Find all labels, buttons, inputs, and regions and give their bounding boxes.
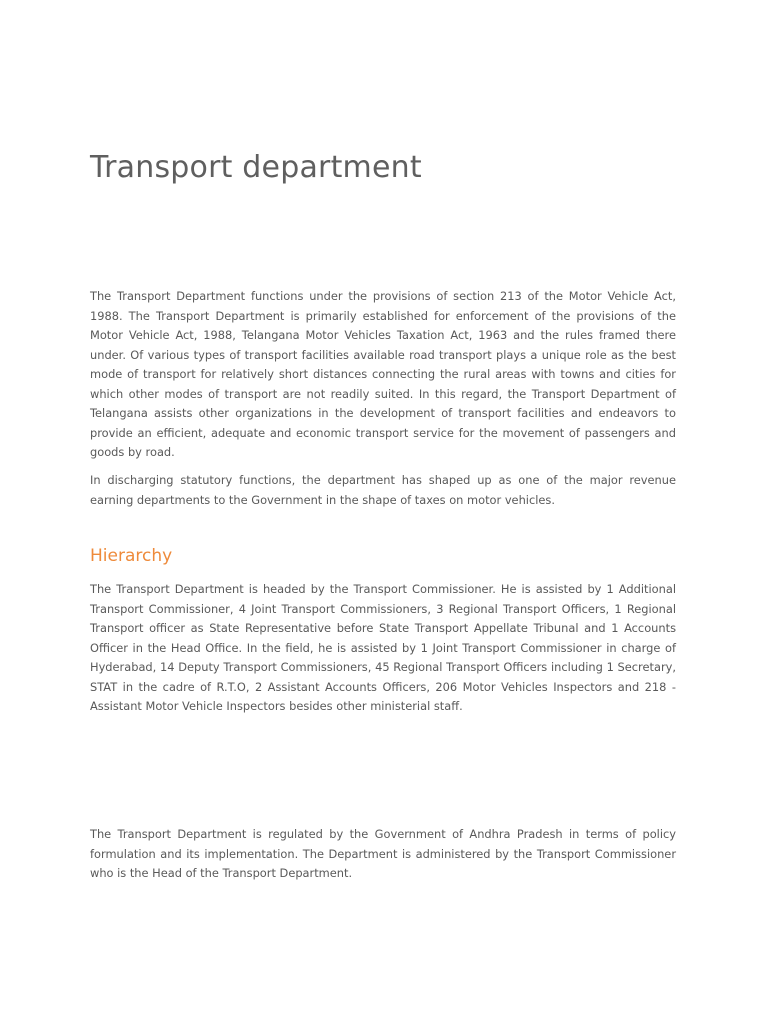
regulation-paragraph: The Transport Department is regulated by the Government of Andhra Pradesh in terms of policy formulation and its implementation. The Department is administered by the Transport Commissioner who is the Head of the Transport Department.: [90, 827, 676, 880]
hierarchy-heading: Hierarchy: [90, 546, 173, 566]
intro-paragraph-2: In discharging statutory functions, the department has shaped up as one of the major revenue earning departments to the Government in the shape of taxes on motor vehicles.: [90, 473, 676, 507]
intro-paragraph-1: The Transport Department functions under the provisions of section 213 of the Motor Vehicle Act, 1988. The Transport Department is primarily established for enforcement of the provisions of the Motor Vehicle Act, 1988, Telangana Motor Vehicles Taxation Act, 1963 and the rules framed there under. Of various types of transport facilities available road transport plays a unique role as the best mode of transport for relatively short distances connecting the rural areas with towns and cities for which other modes of transport are not readily suited. In this regard, the Transport Department of Telangana assists other organizations in the development of transport facilities and endeavors to provide an efficient, adequate and economic transport service for the movement of passengers and goods by road.: [90, 289, 676, 459]
hierarchy-paragraph: The Transport Department is headed by the Transport Commissioner. He is assisted by 1 Additional Transport Commissioner, 4 Joint Transport Commissioners, 3 Regional Transport Officers, 1 Regional Transport officer as State Representative before State Transport Appellate Tribunal and 1 Accounts Officer in the Head Office. In the field, he is assisted by 1 Joint Transport Commissioner in charge of Hyderabad, 14 Deputy Transport Commissioners, 45 Regional Transport Officers including 1 Secretary, STAT in the cadre of R.T.O, 2 Assistant Accounts Officers, 206 Motor Vehicles Inspectors and 218 -Assistant Motor Vehicle Inspectors besides other ministerial staff.: [90, 582, 676, 713]
page-title: Transport department: [90, 150, 422, 185]
